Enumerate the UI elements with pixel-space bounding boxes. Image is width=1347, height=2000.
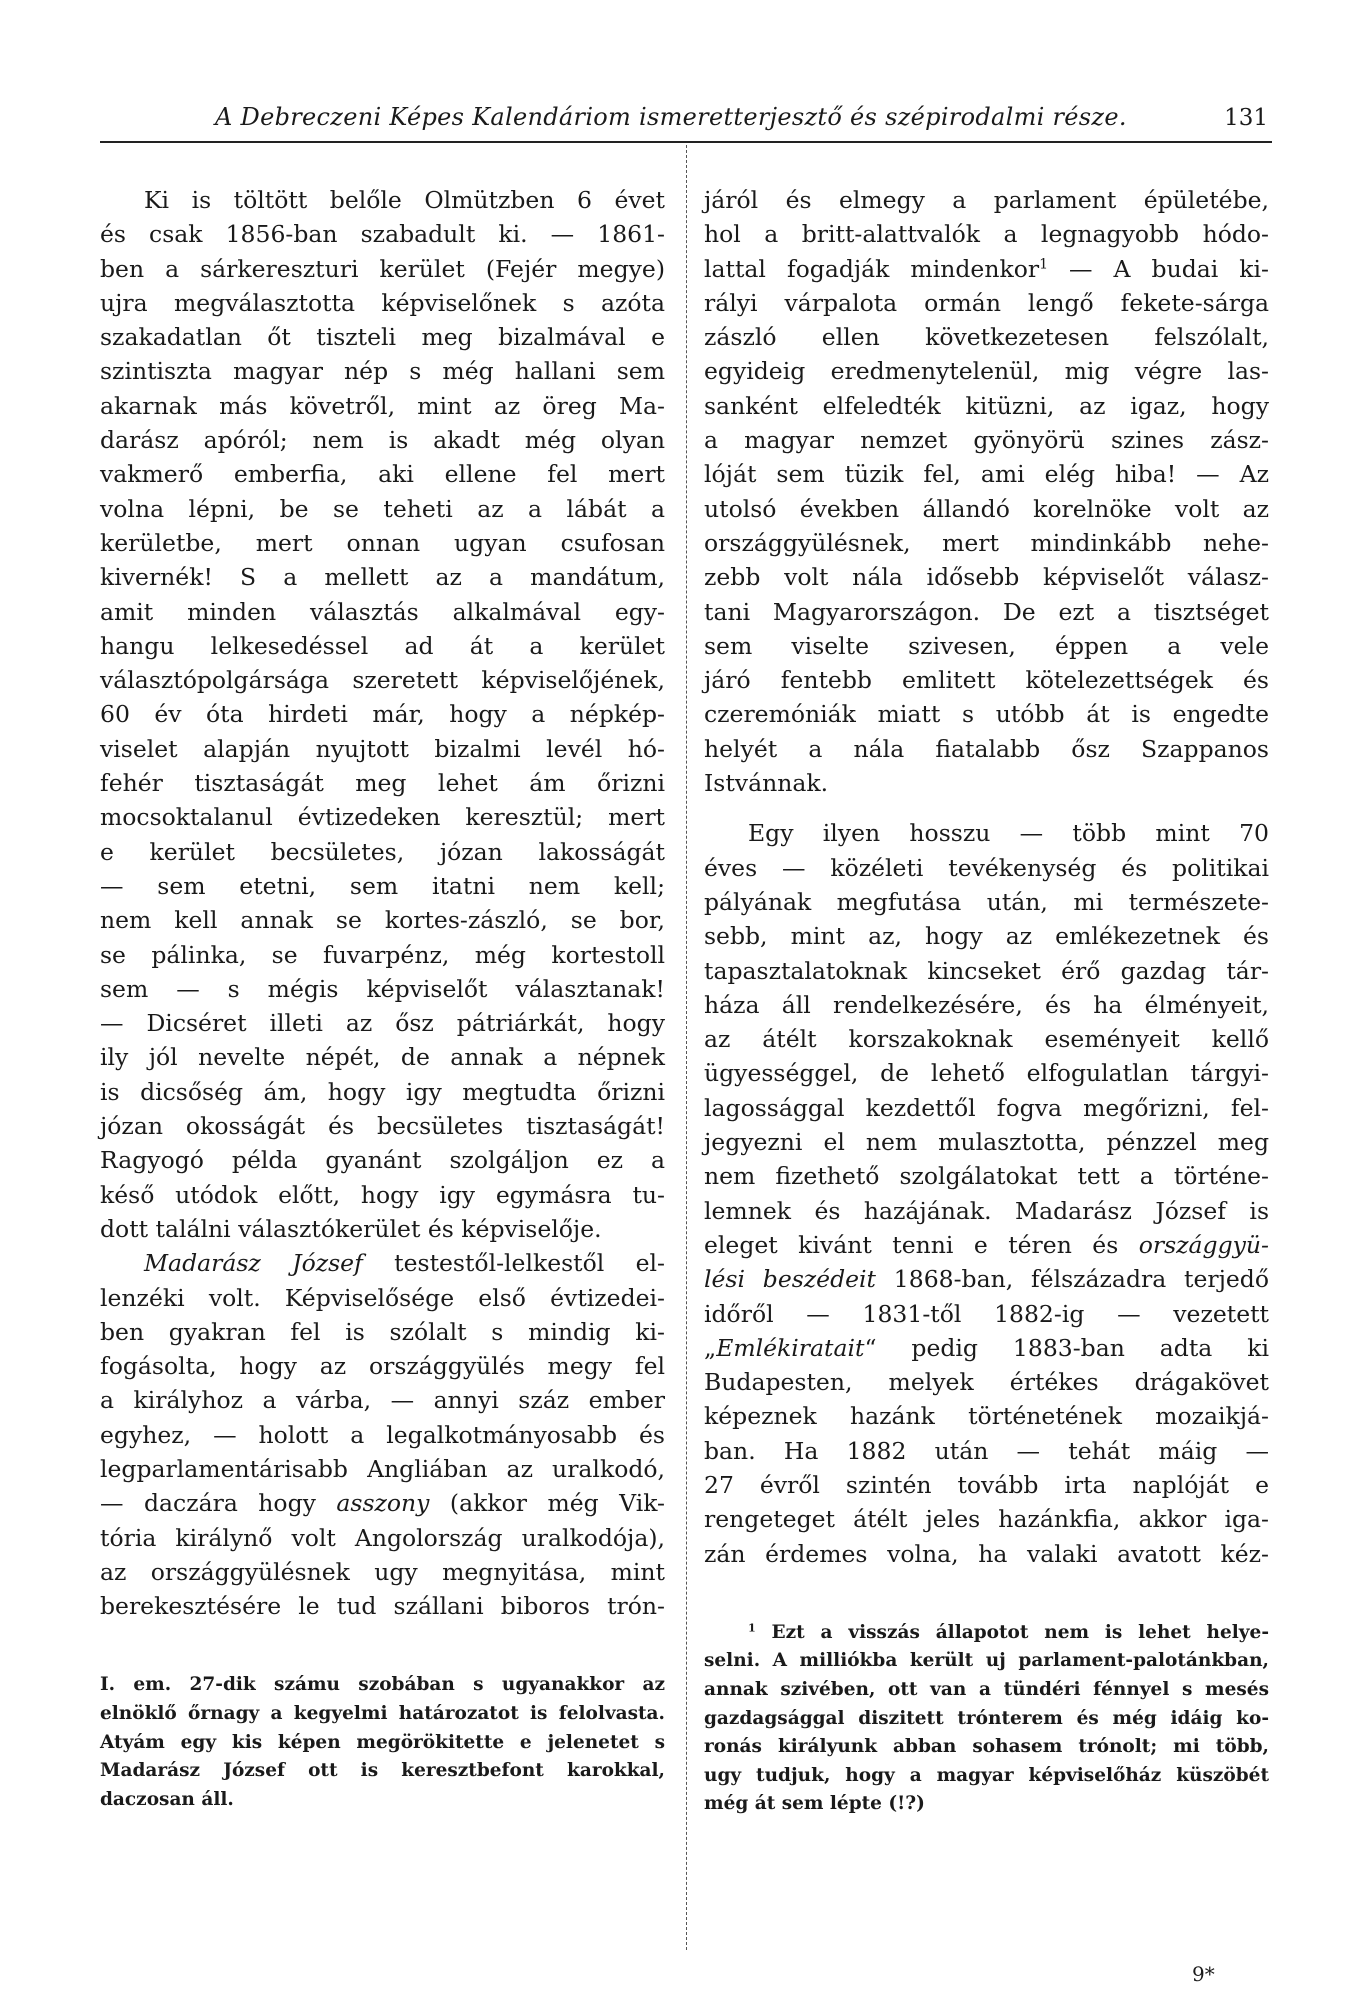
footnote-line: I. em. 27-dik számu szobában s ugyanakkor az	[100, 1674, 665, 1696]
italic-emphasis: lési beszédeit	[704, 1265, 876, 1294]
text-line: az országgyülésnek ugy megnyitása, mint	[100, 1557, 665, 1586]
text-line: Ragyogó példa gyanánt szolgáljon ez a	[100, 1146, 665, 1175]
footnote-line: gazdagsággal diszitett trónterem és még idáig ko-	[704, 1707, 1269, 1729]
spacer	[100, 1623, 665, 1671]
text-line: járó fentebb emlitett kötelezettségek és	[704, 666, 1269, 695]
text-line: 27 évről szintén tovább irta naplóját e	[704, 1470, 1269, 1499]
footnote-marker: 1	[748, 1621, 756, 1635]
text-line: pályának megfutása után, mi természete-	[704, 887, 1269, 916]
italic-emphasis: asszony	[336, 1489, 430, 1518]
text-line: hol a britt-alattvalók a legnagyobb hódo-	[704, 220, 1269, 249]
footnote-line: daczosan áll.	[100, 1788, 234, 1810]
text-line: zászló ellen következetesen felszólalt,	[704, 323, 1269, 352]
footnote-line: ronás királyunk abban sohasem trónolt; mi több,	[704, 1736, 1269, 1758]
italic-emphasis: Emlékiratait	[716, 1333, 865, 1362]
text-line: lenzéki volt. Képviselősége első évtizedei-	[100, 1283, 665, 1312]
text-line: viselet alapján nyujtott bizalmi levél hó-	[100, 734, 665, 763]
text-line: is dicsőség ám, hogy igy megtudta őrizni	[100, 1077, 665, 1106]
text-line: ben a sárkereszturi kerület (Fejér megye)	[100, 254, 665, 283]
text-line: sanként elfeledték kitüzni, az igaz, hogy	[704, 391, 1269, 420]
footnote-line: selni. A milliókba került uj parlament-palotánkban,	[704, 1650, 1269, 1672]
text-line: nem kell annak se kortes-zászló, se bor,	[100, 906, 665, 935]
text-line: egyhez, — holott a legalkotmányosabb és	[100, 1420, 665, 1449]
text-line: járól és elmegy a parlament épületébe,	[704, 186, 1269, 214]
footnote-line: $^1$ Ezt a visszás állapotot nem is lehet helye-	[748, 1621, 1269, 1643]
text-line: kerületbe, mert onnan ugyan csufosan	[100, 528, 665, 557]
footnote-line: elnöklő őrnagy a kegyelmi határozatot is felolvasta.	[100, 1703, 665, 1725]
text-line: sem — s mégis képviselőt választanak!	[100, 974, 665, 1003]
text-line: 60 év óta hirdeti már, hogy a népkép-	[100, 700, 665, 729]
text-line: Istvánnak.	[704, 769, 829, 798]
footnote-line: Madarász József ott is keresztbefont karokkal,	[100, 1760, 665, 1782]
text-line: képeznek hazánk történetének mozaikjá-	[704, 1402, 1269, 1431]
text-line: lóját sem tüzik fel, ami elég hiba! — Az	[704, 460, 1269, 489]
text-line: amit minden választás alkalmával egy-	[100, 597, 665, 626]
text-line: eleget kivánt tenni e téren és országgyü-	[704, 1230, 1269, 1259]
spacer	[704, 1571, 1269, 1619]
text-line: éves — közéleti tevékenység és politikai	[704, 853, 1269, 882]
text-line: rengeteget átélt jeles hazánkfia, akkor iga-	[704, 1505, 1269, 1534]
text-line: zebb volt nála idősebb képviselőt válasz-	[704, 563, 1269, 592]
text-line: fogásolta, hogy az országgyülés megy fel	[100, 1352, 665, 1381]
text-line: darász apóról; nem is akadt még olyan	[100, 426, 665, 455]
text-line: lattal fogadják mindenkor$^1$ — A budai ki-	[704, 254, 1269, 283]
text-line: ban. Ha 1882 után — tehát máig —	[704, 1436, 1269, 1465]
text-line: zán érdemes volna, ha valaki avatott kéz-	[704, 1539, 1269, 1568]
spacer	[704, 800, 1269, 816]
text-line: rályi várpalota ormán lengő fekete-sárga	[704, 288, 1269, 317]
text-line: józan okosságát és becsületes tisztaságát!	[100, 1112, 665, 1141]
italic-emphasis: országgyü-	[1138, 1230, 1269, 1259]
text-line: vakmerő emberfia, aki ellene fel mert	[100, 460, 665, 489]
text-line: jegyezni el nem mulasztotta, pénzzel meg	[704, 1128, 1269, 1157]
text-line: nem fizethető szolgálatokat tett a történe-	[704, 1162, 1269, 1191]
text-line: — daczára hogy asszony (akkor még Vik-	[100, 1489, 665, 1518]
text-line: Ki is töltött belőle Olmützben 6 évet	[144, 186, 665, 214]
text-line: se pálinka, se fuvarpénz, még kortestoll	[100, 940, 665, 969]
text-line: ily jól nevelte népét, de annak a népnek	[100, 1043, 665, 1072]
text-line: szakadatlan őt tiszteli meg bizalmával e	[100, 323, 665, 352]
footnote-line: még át sem lépte (!?)	[704, 1793, 925, 1815]
text-line: volna lépni, be se teheti az a lábát a	[100, 494, 665, 523]
text-line: — sem etetni, sem itatni nem kell;	[100, 871, 665, 900]
italic-emphasis: Madarász József	[144, 1249, 363, 1278]
column-divider	[686, 145, 687, 1950]
text-line: ben gyakran fel is szólalt s mindig ki-	[100, 1317, 665, 1346]
text-line: tória királynő volt Angolország uralkodója),	[100, 1523, 665, 1552]
text-line: egyideig eredmenytelenül, mig végre las-	[704, 357, 1269, 386]
running-header	[100, 95, 1272, 135]
text-line: tapasztalatoknak kincseket érő gazdag tár-	[704, 956, 1269, 985]
page-number: 131	[1224, 105, 1268, 131]
printer-signature-mark: 9*	[1192, 1962, 1215, 1986]
text-line: a magyar nemzet gyönyörü szines zász-	[704, 426, 1269, 455]
text-line: szintiszta magyar nép s még hallani sem	[100, 357, 665, 386]
text-line: Madarász József testestől-lelkestől el-	[144, 1249, 665, 1278]
text-line: ujra megválasztotta képviselőnek s azóta	[100, 288, 665, 317]
text-line: e kerület becsületes, józan lakosságát	[100, 837, 665, 866]
text-line: tani Magyarországon. De ezt a tisztséget	[704, 597, 1269, 626]
text-line: Budapesten, melyek értékes drágakövet	[704, 1368, 1269, 1397]
text-line: „Emlékiratait“ pedig 1883-ban adta ki	[704, 1333, 1269, 1362]
text-line: ügyességgel, de lehető elfogulatlan tárgyi-	[704, 1059, 1269, 1088]
text-line: akarnak más követről, mint az öreg Ma-	[100, 391, 665, 420]
text-line: — Dicséret illeti az ősz pátriárkát, hogy	[100, 1009, 665, 1038]
text-line: czeremóniák miatt s utóbb át is engedte	[704, 700, 1269, 729]
text-line: sebb, mint az, hogy az emlékezetnek és	[704, 922, 1269, 951]
running-header-title: A Debreczeni Képes Kalendáriom ismeretterjesztő és szépirodalmi része.	[215, 103, 1127, 131]
text-line: fehér tisztaságát meg lehet ám őrizni	[100, 769, 665, 798]
text-line: háza áll rendelkezésére, és ha élményeit,	[704, 990, 1269, 1019]
text-line: választópolgársága szeretett képviselőjének,	[100, 666, 665, 695]
text-line: országgyülésnek, mert mindinkább nehe-	[704, 528, 1269, 557]
text-line: és csak 1856-ban szabadult ki. — 1861-	[100, 220, 665, 249]
text-line: utolsó években állandó korelnöke volt az	[704, 494, 1269, 523]
footnote-marker: 1	[1039, 256, 1049, 273]
text-line: kivernék! S a mellett az a mandátum,	[100, 563, 665, 592]
footnote	[704, 1619, 1269, 1819]
text-line: sem viselte szivesen, éppen a vele	[704, 631, 1269, 660]
text-line: helyét a nála fiatalabb ősz Szappanos	[704, 734, 1269, 763]
text-line: Egy ilyen hosszu — több mint 70	[748, 819, 1269, 848]
text-line: lagossággal kezdettől fogva megőrizni, fel-	[704, 1093, 1269, 1122]
text-line: késő utódok előtt, hogy igy egymásra tu-	[100, 1180, 665, 1209]
text-line: lemnek és hazájának. Madarász József is	[704, 1196, 1269, 1225]
footnote-line: Atyám egy kis képen megörökitette e jelenetet s	[100, 1731, 665, 1753]
footnote-continued	[100, 1671, 665, 1814]
right-column	[704, 183, 1269, 1819]
text-line: az átélt korszakoknak eseményeit kellő	[704, 1025, 1269, 1054]
text-line: hangu lelkesedéssel ad át a kerület	[100, 631, 665, 660]
text-line: mocsoktalanul évtizedeken keresztül; mert	[100, 803, 665, 832]
left-column	[100, 183, 665, 1814]
text-line: a királyhoz a várba, — annyi száz ember	[100, 1386, 665, 1415]
footnote-line: annak szivében, ott van a tündéri fénnyel s mesés	[704, 1679, 1269, 1701]
footnote-line: ugy tudjuk, hogy a magyar képviselőház küszöbét	[704, 1764, 1269, 1786]
text-line: lési beszédeit 1868-ban, félszázadra terjedő	[704, 1265, 1269, 1294]
text-line: időről — 1831-től 1882-ig — vezetett	[704, 1299, 1269, 1328]
text-line: dott találni választókerület és képviselője.	[100, 1214, 602, 1243]
text-line: berekesztésére le tud szállani biboros trón-	[100, 1592, 665, 1621]
header-rule	[100, 141, 1272, 143]
text-line: legparlamentárisabb Angliában az uralkodó,	[100, 1454, 665, 1483]
